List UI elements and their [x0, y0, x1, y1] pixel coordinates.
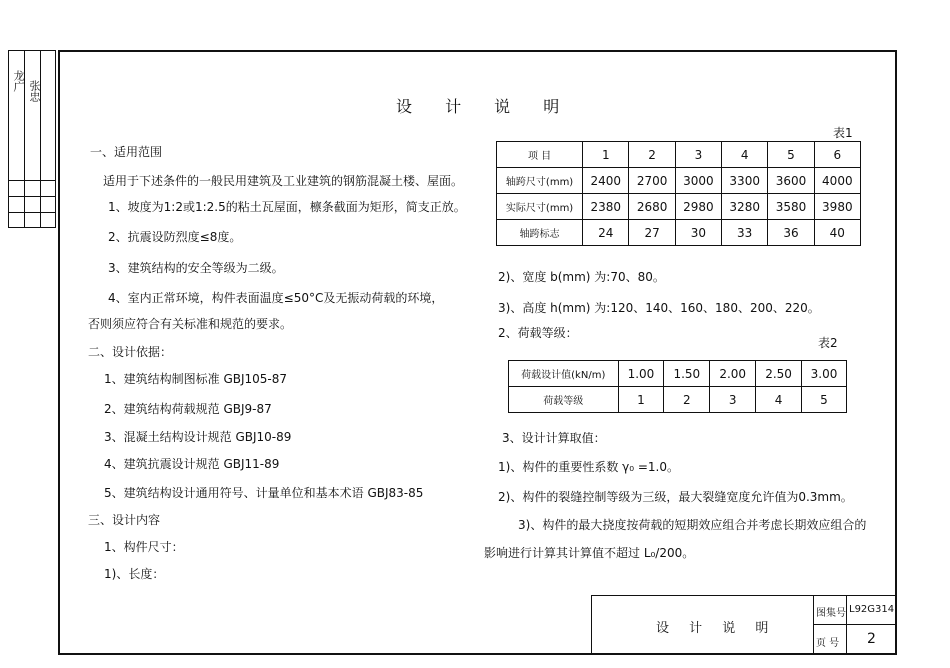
- table-cell: 1: [618, 387, 664, 413]
- table-cell: 2680: [629, 194, 675, 220]
- table-cell: 4: [756, 387, 802, 413]
- table-cell: 30: [675, 220, 721, 246]
- text-line: 1、构件尺寸：: [104, 540, 184, 554]
- table-cell: 实际尺寸(mm): [497, 194, 583, 220]
- table-row: [497, 142, 861, 168]
- text-line: 适用于下述条件的一般民用建筑及工业建筑的钢筋混凝土楼、屋面。: [103, 174, 464, 188]
- text-line: 2)、宽度 b(mm) 为:70、80。: [498, 270, 665, 284]
- table-cell: 轴跨尺寸(mm): [497, 168, 583, 194]
- text-line: 1、建筑结构制图标准 GBJ105-87: [104, 372, 288, 386]
- binding-divider: [8, 196, 56, 197]
- table-cell: 2.00: [710, 361, 756, 387]
- table-cell: 3580: [768, 194, 814, 220]
- table-cell: 项 目: [497, 142, 583, 168]
- table-cell: 5: [768, 142, 814, 168]
- table-row: [497, 194, 861, 220]
- title-block: [591, 595, 897, 655]
- table1-caption: 表1: [833, 126, 853, 140]
- table-row: [509, 361, 847, 387]
- table-cell: 2980: [675, 194, 721, 220]
- text-line: 4、建筑抗震设计规范 GBJ11-89: [104, 457, 280, 471]
- page-number-label: 页 号: [816, 638, 840, 649]
- table-cell: 1.00: [618, 361, 664, 387]
- table-cell: 33: [722, 220, 768, 246]
- table-cell: 荷载等级: [509, 387, 619, 413]
- text-line: 否则须应符合有关标准和规范的要求。: [88, 317, 293, 331]
- binding-strip: [8, 50, 56, 228]
- table-cell: 3300: [722, 168, 768, 194]
- binding-divider: [40, 50, 41, 228]
- atlas-number-value: L92G314: [849, 604, 895, 615]
- table-cell: 24: [583, 220, 629, 246]
- text-line: 三、设计内容: [88, 513, 161, 527]
- text-line: 1)、长度：: [104, 567, 165, 581]
- table-cell: 3280: [722, 194, 768, 220]
- text-line: 1)、构件的重要性系数 γ₀ =1.0。: [498, 460, 679, 474]
- table-cell: 2400: [583, 168, 629, 194]
- table-cell: 2: [629, 142, 675, 168]
- text-line: 二、设计依据：: [88, 345, 173, 359]
- text-line: 3)、构件的最大挠度按荷载的短期效应组合并考虑长期效应组合的: [518, 518, 867, 532]
- table-cell: 3: [710, 387, 756, 413]
- table-cell: 3600: [768, 168, 814, 194]
- binding-divider: [8, 180, 56, 181]
- text-line: 3、建筑结构的安全等级为二级。: [108, 261, 284, 275]
- table-cell: 5: [802, 387, 847, 413]
- table-cell: 2: [664, 387, 710, 413]
- table-cell: 2.50: [756, 361, 802, 387]
- page-title: 设 计 说 明: [396, 97, 574, 116]
- dimension-table: [496, 141, 861, 246]
- title-block-name: 设 计 说 明: [656, 621, 777, 636]
- table-cell: 轴跨标志: [497, 220, 583, 246]
- text-line: 2)、构件的裂缝控制等级为三级，最大裂缝宽度允许值为0.3mm。: [498, 490, 853, 504]
- signature-mark: 龙广: [12, 70, 25, 92]
- text-line: 2、抗震设防烈度≤8度。: [108, 230, 242, 244]
- text-line: 1、坡度为1:2或1:2.5的粘土瓦屋面，檩条截面为矩形，简支正放。: [108, 200, 466, 214]
- table-cell: 3: [675, 142, 721, 168]
- table-cell: 27: [629, 220, 675, 246]
- table-cell: 4000: [814, 168, 860, 194]
- table-cell: 3.00: [802, 361, 847, 387]
- text-line: 3、混凝土结构设计规范 GBJ10-89: [104, 430, 292, 444]
- text-line: 2、荷载等级：: [498, 326, 578, 340]
- text-line: 一、适用范围: [90, 145, 163, 159]
- table-cell: 40: [814, 220, 860, 246]
- table-row: [497, 168, 861, 194]
- table-cell: 1: [583, 142, 629, 168]
- table-cell: 36: [768, 220, 814, 246]
- load-grade-table: [508, 360, 847, 413]
- table-cell: 3000: [675, 168, 721, 194]
- text-line: 3、设计计算取值：: [502, 431, 606, 445]
- table-row: [497, 220, 861, 246]
- text-line: 3)、高度 h(mm) 为:120、140、160、180、200、220。: [498, 301, 820, 315]
- text-line: 4、室内正常环境，构件表面温度≤50°C及无振动荷载的环境，: [108, 291, 444, 305]
- binding-divider: [8, 212, 56, 213]
- text-line: 2、建筑结构荷载规范 GBJ9-87: [104, 402, 272, 416]
- table-cell: 1.50: [664, 361, 710, 387]
- table2-caption: 表2: [818, 336, 838, 350]
- table-cell: 荷载设计值(kN/m): [509, 361, 619, 387]
- table-cell: 3980: [814, 194, 860, 220]
- table-cell: 6: [814, 142, 860, 168]
- text-line: 5、建筑结构设计通用符号、计量单位和基本术语 GBJ83-85: [104, 486, 424, 500]
- signature-mark: 张忠: [28, 80, 41, 102]
- atlas-number-label: 图集号: [816, 608, 846, 619]
- table-cell: 4: [722, 142, 768, 168]
- table-cell: 2380: [583, 194, 629, 220]
- text-line: 影响进行计算其计算值不超过 L₀/200。: [484, 546, 695, 560]
- table-cell: 2700: [629, 168, 675, 194]
- table-row: [509, 387, 847, 413]
- page-number-value: 2: [867, 631, 876, 647]
